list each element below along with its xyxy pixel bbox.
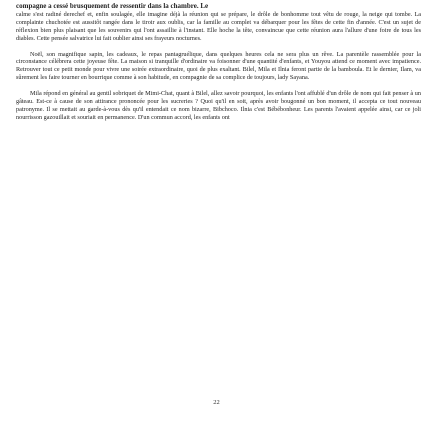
paragraph-1-lead-line: compagne a cessé brusquement de ressentir dans la chambre. Le <box>16 2 209 10</box>
book-page <box>16 0 421 433</box>
paragraph-3: Mila répond en général au gentil sobriquet de Mimi-Chat, quant à Bilel, allez savoir pourquoi, les enfants l'ont affublé d'un drôle de nom qui fait penser à un gâteau. Est-ce à cause de son attirance prononcée pour les sucreries ? Quoi qu'il en soit, après avoir bougonné un bon moment, il accepta ce tout nouveau patronyme. Il se mettait au garde-à-vous dès qu'il entendait ce nom bizarre, Bibchoco. Ilnia c'est Bébébonheur. Les parents l'avaient appelée ainsi, car ce joli nourrisson gazouillait et souriait en permanence. D'un commun accord, les enfants ont <box>16 90 421 121</box>
paragraph-2: Noël, son magnifique sapin, les cadeaux, le repas pantagruélique, dans quelques heures cela ne sera plus un rêve. La parentèle rassemblée pour la circonstance célébrera cette joyeuse fête. La maison si tranquille d'ordinaire va foisonner d'une quantité d'enfants, et Youyou attend ce moment avec impatience. Retrouver tout ce petit monde pour vivre une soirée extraordinaire, quoi de plus exaltant. Bilel, Mila et Ilnia feront partie de la bamboula. Et le dernier, Ilam, va sûrement les faire tourner en bourrique comme à son habitude, en compagnie de sa complice de toujours, lady Sayana. <box>16 50 421 82</box>
paragraph-1 <box>16 3 421 43</box>
paragraph-1-text: calme s'est radiné derechef et, enfin soulagée, elle imagine déjà la réunion qui se prépare, le drôle de bonhomme tout vêtu de rouge, la neige qui tombe. La complainte chuchotée est aussitôt rangée dans le tiroir aux oublis, car la famille au complet va débarquer pour les fêtes de cette fin d'année. C'est un sujet de réflexion bien plus plaisant que les souvenirs qui l'ont assaillie à l'instant. Elle hoche la tête, convaincue que cette réunion aura l'allure d'une foire de tous les diables. Cette pensée salvatrice lui fait oublier ainsi ses frayeurs nocturnes. <box>16 10 421 42</box>
page-number: 22 <box>213 399 220 406</box>
